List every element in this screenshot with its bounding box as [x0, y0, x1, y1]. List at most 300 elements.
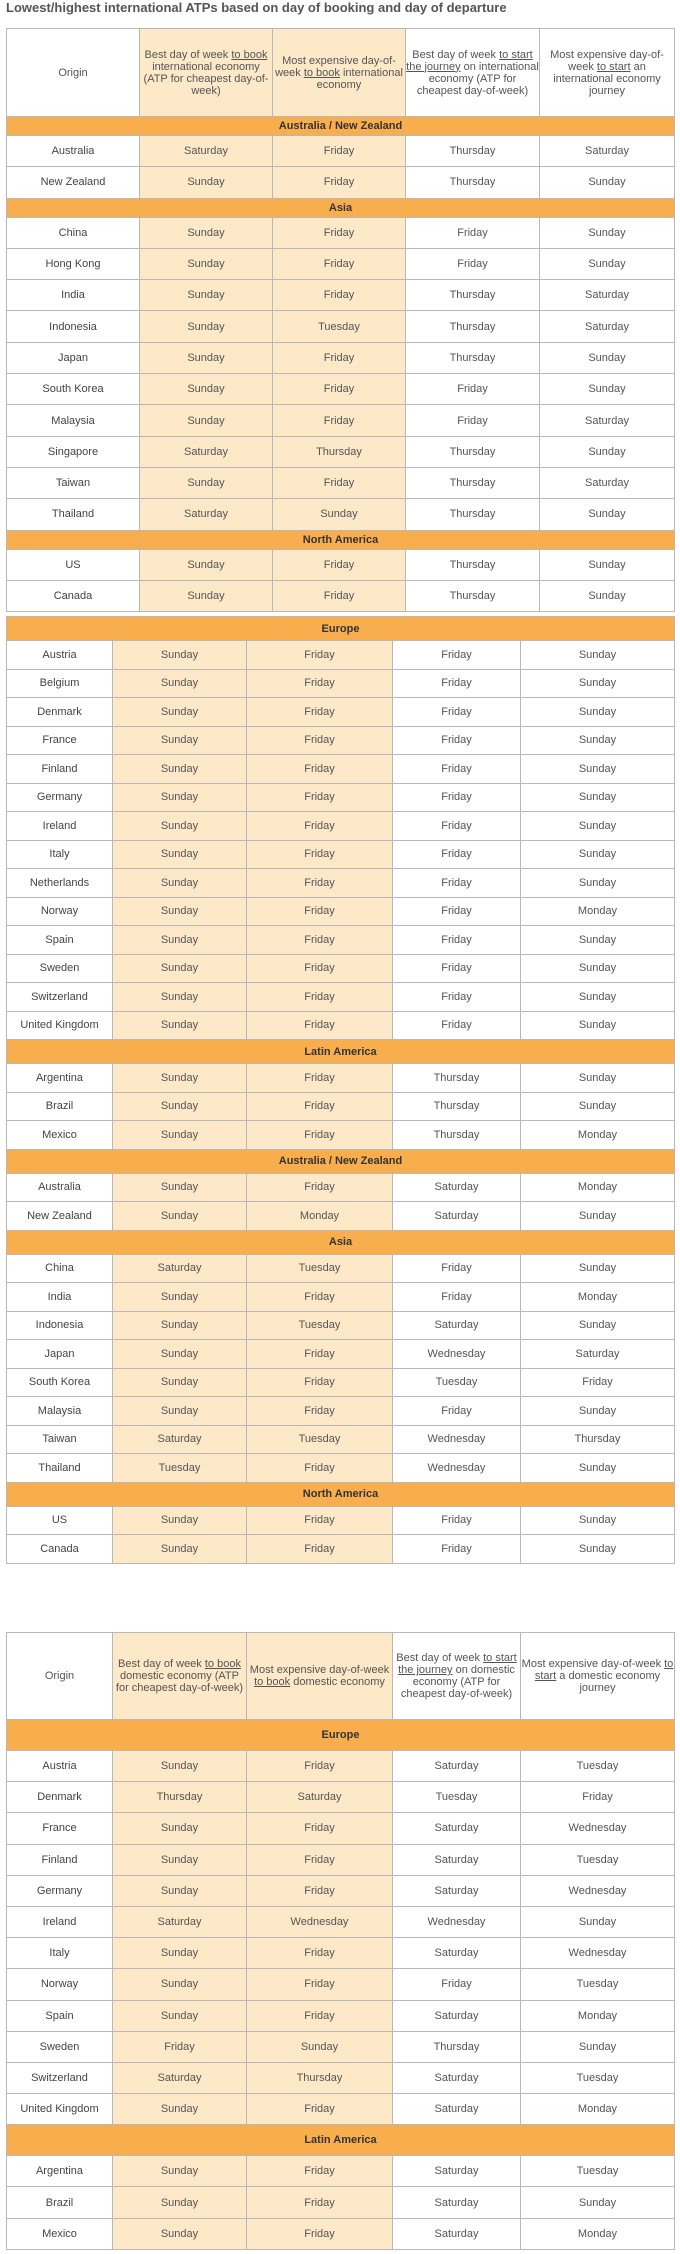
best-book-day-cell: Saturday [113, 2062, 247, 2093]
expensive-book-day-cell: Friday [247, 1844, 393, 1875]
origin-cell: Spain [7, 926, 113, 955]
table-row [7, 1064, 675, 1093]
expensive-book-day-cell: Friday [247, 2000, 393, 2031]
expensive-book-day-cell: Friday [247, 1173, 393, 1202]
origin-cell: US [7, 549, 140, 580]
origin-cell: Japan [7, 1340, 113, 1369]
origin-cell: Canada [7, 580, 140, 611]
best-book-day-cell: Sunday [113, 783, 247, 812]
best-book-day-cell: Sunday [113, 1875, 247, 1906]
best-start-day-cell: Saturday [393, 1875, 521, 1906]
region-label: Europe [7, 1720, 675, 1751]
best-book-day-cell: Sunday [140, 467, 273, 498]
table-row [7, 248, 675, 279]
table-row [7, 167, 675, 198]
table-row [7, 954, 675, 983]
origin-cell: Argentina [7, 2156, 113, 2187]
expensive-book-day-cell: Tuesday [247, 1254, 393, 1283]
best-start-day-cell: Friday [393, 669, 521, 698]
region-header-row [7, 1230, 675, 1254]
expensive-book-day-cell: Friday [247, 1535, 393, 1564]
expensive-book-day-cell: Friday [247, 1454, 393, 1483]
expensive-start-day-cell: Thursday [521, 1425, 675, 1454]
table-row [7, 1751, 675, 1782]
table-row [7, 1535, 675, 1564]
origin-cell: Brazil [7, 1092, 113, 1121]
best-book-day-cell: Saturday [113, 1254, 247, 1283]
best-start-day-cell: Saturday [393, 1751, 521, 1782]
best-book-day-cell: Sunday [113, 2187, 247, 2218]
region-header-row [7, 1149, 675, 1173]
best-start-day-cell: Friday [393, 812, 521, 841]
table-row [7, 812, 675, 841]
page-title: Lowest/highest international ATPs based on day of booking and day of departure [6, 0, 507, 15]
best-book-day-cell: Sunday [113, 1011, 247, 1040]
best-start-day-cell: Thursday [406, 436, 540, 467]
region-label: Australia / New Zealand [7, 117, 675, 136]
best-start-day-cell: Thursday [406, 549, 540, 580]
best-start-day-cell: Tuesday [393, 1782, 521, 1813]
expensive-start-day-cell: Tuesday [521, 1969, 675, 2000]
table-row [7, 1813, 675, 1844]
best-book-day-cell: Sunday [113, 1844, 247, 1875]
expensive-start-day-cell: Sunday [521, 869, 675, 898]
best-start-day-cell: Saturday [393, 1202, 521, 1231]
expensive-book-day-cell: Tuesday [247, 1311, 393, 1340]
expensive-start-day-cell: Sunday [540, 374, 675, 405]
expensive-start-day-cell: Sunday [521, 641, 675, 670]
best-start-day-cell: Thursday [406, 167, 540, 198]
best-start-day-cell: Saturday [393, 2156, 521, 2187]
expensive-start-day-cell: Sunday [521, 726, 675, 755]
expensive-start-day-cell: Sunday [521, 1011, 675, 1040]
table-row [7, 783, 675, 812]
expensive-book-day-cell: Friday [247, 783, 393, 812]
origin-cell: Australia [7, 136, 140, 167]
best-start-day-cell: Friday [393, 869, 521, 898]
best-start-day-cell: Friday [393, 1283, 521, 1312]
table-row [7, 1938, 675, 1969]
region-header-row [7, 617, 675, 641]
origin-cell: Finland [7, 755, 113, 784]
origin-cell: Canada [7, 1535, 113, 1564]
best-book-day-cell: Sunday [113, 1202, 247, 1231]
origin-cell: Taiwan [7, 1425, 113, 1454]
best-book-day-cell: Sunday [113, 1506, 247, 1535]
origin-cell: China [7, 1254, 113, 1283]
table-row [7, 1425, 675, 1454]
origin-header: Origin [7, 29, 140, 117]
expensive-book-day-cell: Friday [273, 580, 406, 611]
expensive-book-day-cell: Friday [273, 217, 406, 248]
expensive-start-day-cell: Friday [521, 1368, 675, 1397]
table-row [7, 467, 675, 498]
expensive-start-day-cell: Sunday [521, 1535, 675, 1564]
best-book-day-cell: Sunday [113, 983, 247, 1012]
best-start-day-cell: Thursday [406, 467, 540, 498]
best-start-day-cell: Friday [393, 983, 521, 1012]
best-book-day-cell: Saturday [113, 1906, 247, 1937]
best-start-day-cell: Saturday [393, 1938, 521, 1969]
origin-cell: Denmark [7, 698, 113, 727]
origin-cell: Hong Kong [7, 248, 140, 279]
origin-cell: Switzerland [7, 2062, 113, 2093]
best-start-day-cell: Friday [393, 641, 521, 670]
region-label: North America [7, 530, 675, 549]
best-book-day-cell: Sunday [140, 311, 273, 342]
expensive-book-day-cell: Friday [247, 840, 393, 869]
expensive-book-day-cell: Friday [247, 1813, 393, 1844]
origin-cell: Mexico [7, 2218, 113, 2249]
expensive-start-day-cell: Sunday [540, 436, 675, 467]
expensive-book-day-cell: Thursday [273, 436, 406, 467]
table-row [7, 1173, 675, 1202]
expensive-book-day-cell: Saturday [247, 1782, 393, 1813]
region-label: Asia [7, 198, 675, 217]
best-start-day-cell: Friday [393, 1969, 521, 2000]
best-book-day-cell: Sunday [113, 2156, 247, 2187]
table-row [7, 436, 675, 467]
best-book-day-cell: Sunday [140, 217, 273, 248]
best-book-day-cell: Sunday [113, 1751, 247, 1782]
expensive-book-day-cell: Thursday [247, 2062, 393, 2093]
region-label: North America [7, 1482, 675, 1506]
table-row [7, 869, 675, 898]
region-header-row [7, 1040, 675, 1064]
origin-cell: India [7, 280, 140, 311]
best-book-day-cell: Sunday [113, 897, 247, 926]
expensive-book-day-cell: Friday [247, 1092, 393, 1121]
expensive-start-day-cell: Wednesday [521, 1813, 675, 1844]
best-book-day-cell: Saturday [140, 436, 273, 467]
expensive-start-day-cell: Monday [521, 2218, 675, 2249]
expensive-start-day-cell: Sunday [540, 217, 675, 248]
best-book-day-cell: Sunday [113, 1397, 247, 1426]
expensive-book-day-cell: Friday [247, 926, 393, 955]
best-book-day-cell: Sunday [113, 1368, 247, 1397]
origin-cell: France [7, 1813, 113, 1844]
table-row [7, 669, 675, 698]
table-row [7, 1844, 675, 1875]
table-row [7, 405, 675, 436]
table-row [7, 926, 675, 955]
region-header-row [7, 2125, 675, 2156]
origin-cell: Mexico [7, 1121, 113, 1150]
origin-cell: New Zealand [7, 167, 140, 198]
best-start-day-cell: Wednesday [393, 1425, 521, 1454]
table-row [7, 1397, 675, 1426]
expensive-start-day-cell: Monday [521, 897, 675, 926]
best-book-day-cell: Sunday [113, 1813, 247, 1844]
best-start-day-cell: Saturday [393, 2062, 521, 2093]
expensive-start-day-cell: Sunday [521, 1397, 675, 1426]
region-header-row [7, 530, 675, 549]
expensive-start-day-cell: Monday [521, 2094, 675, 2125]
region-label: Latin America [7, 1040, 675, 1064]
origin-cell: South Korea [7, 374, 140, 405]
origin-cell: Argentina [7, 1064, 113, 1093]
expensive-book-day-cell: Friday [247, 1969, 393, 2000]
best-book-day-cell: Saturday [140, 136, 273, 167]
origin-cell: Denmark [7, 1782, 113, 1813]
origin-cell: Malaysia [7, 1397, 113, 1426]
expensive-start-day-cell: Sunday [521, 755, 675, 784]
expensive-start-day-cell: Sunday [521, 669, 675, 698]
origin-cell: Thailand [7, 1454, 113, 1483]
table-row [7, 311, 675, 342]
expensive-book-day-cell: Tuesday [273, 311, 406, 342]
expensive-book-day-cell: Friday [247, 983, 393, 1012]
origin-cell: United Kingdom [7, 1011, 113, 1040]
best-start-day-cell: Friday [393, 926, 521, 955]
expensive-book-day-cell: Friday [273, 549, 406, 580]
expensive-start-day-cell: Sunday [521, 1064, 675, 1093]
best-book-day-cell: Sunday [113, 1092, 247, 1121]
best-start-day-cell: Friday [393, 1397, 521, 1426]
expensive-book-day-cell: Friday [247, 1506, 393, 1535]
best-start-day-cell: Friday [393, 1011, 521, 1040]
table-row [7, 136, 675, 167]
origin-cell: Indonesia [7, 311, 140, 342]
expensive-book-day-cell: Friday [247, 812, 393, 841]
expensive-book-day-cell: Friday [247, 1283, 393, 1312]
best-book-day-cell: Sunday [113, 2000, 247, 2031]
best-start-day-cell: Saturday [393, 1813, 521, 1844]
expensive-start-day-cell: Sunday [521, 1092, 675, 1121]
best-start-day-cell: Friday [393, 783, 521, 812]
most-expensive-day-to-start-header: Most expensive day-of-week to start an international economy journey [540, 29, 675, 117]
table-row [7, 726, 675, 755]
best-book-day-cell: Sunday [113, 1340, 247, 1369]
best-start-day-cell: Thursday [406, 136, 540, 167]
best-book-day-cell: Sunday [113, 669, 247, 698]
best-day-to-book-header: Best day of week to book domestic economy (ATP for cheapest day-of-week) [113, 1633, 247, 1720]
best-book-day-cell: Thursday [113, 1782, 247, 1813]
table-row [7, 1969, 675, 2000]
best-start-day-cell: Saturday [393, 2187, 521, 2218]
best-start-day-cell: Thursday [393, 1092, 521, 1121]
table-row [7, 1340, 675, 1369]
best-book-day-cell: Saturday [113, 1425, 247, 1454]
origin-cell: Germany [7, 783, 113, 812]
expensive-book-day-cell: Friday [273, 167, 406, 198]
table-row [7, 1092, 675, 1121]
best-start-day-cell: Wednesday [393, 1906, 521, 1937]
best-start-day-cell: Thursday [393, 2031, 521, 2062]
expensive-book-day-cell: Friday [247, 1875, 393, 1906]
origin-cell: China [7, 217, 140, 248]
expensive-start-day-cell: Sunday [521, 1311, 675, 1340]
origin-cell: Indonesia [7, 1311, 113, 1340]
expensive-start-day-cell: Wednesday [521, 1875, 675, 1906]
best-book-day-cell: Sunday [140, 342, 273, 373]
best-start-day-cell: Friday [393, 698, 521, 727]
best-book-day-cell: Sunday [140, 167, 273, 198]
expensive-start-day-cell: Friday [521, 1782, 675, 1813]
origin-cell: Japan [7, 342, 140, 373]
table-row [7, 217, 675, 248]
expensive-book-day-cell: Friday [247, 1340, 393, 1369]
best-start-day-cell: Saturday [393, 1311, 521, 1340]
origin-cell: Switzerland [7, 983, 113, 1012]
table-row [7, 1875, 675, 1906]
best-start-day-cell: Saturday [393, 1173, 521, 1202]
best-book-day-cell: Friday [113, 2031, 247, 2062]
expensive-start-day-cell: Saturday [540, 405, 675, 436]
expensive-book-day-cell: Friday [247, 698, 393, 727]
expensive-book-day-cell: Friday [247, 755, 393, 784]
expensive-book-day-cell: Sunday [247, 2031, 393, 2062]
expensive-start-day-cell: Tuesday [521, 1844, 675, 1875]
origin-cell: Malaysia [7, 405, 140, 436]
origin-cell: Australia [7, 1173, 113, 1202]
expensive-book-day-cell: Friday [273, 467, 406, 498]
table-row [7, 1202, 675, 1231]
table-row [7, 840, 675, 869]
origin-cell: Sweden [7, 2031, 113, 2062]
origin-cell: Austria [7, 1751, 113, 1782]
best-day-to-book-header: Best day of week to book international economy (ATP for cheapest day-of-week) [140, 29, 273, 117]
best-book-day-cell: Sunday [140, 580, 273, 611]
origin-cell: New Zealand [7, 1202, 113, 1231]
best-book-day-cell: Sunday [113, 926, 247, 955]
best-book-day-cell: Tuesday [113, 1454, 247, 1483]
best-start-day-cell: Thursday [406, 280, 540, 311]
table-row [7, 755, 675, 784]
expensive-book-day-cell: Friday [247, 1121, 393, 1150]
origin-cell: Ireland [7, 812, 113, 841]
best-day-to-start-header: Best day of week to start the journey on international economy (ATP for cheapest day-of-week) [406, 29, 540, 117]
best-start-day-cell: Tuesday [393, 1368, 521, 1397]
best-start-day-cell: Friday [393, 840, 521, 869]
expensive-start-day-cell: Sunday [521, 698, 675, 727]
table-row [7, 1506, 675, 1535]
origin-cell: South Korea [7, 1368, 113, 1397]
header-row [7, 29, 675, 117]
expensive-book-day-cell: Friday [273, 374, 406, 405]
best-start-day-cell: Saturday [393, 2000, 521, 2031]
best-start-day-cell: Saturday [393, 2218, 521, 2249]
expensive-book-day-cell: Friday [273, 248, 406, 279]
table-row [7, 641, 675, 670]
best-book-day-cell: Sunday [113, 755, 247, 784]
best-start-day-cell: Thursday [393, 1121, 521, 1150]
origin-cell: Norway [7, 897, 113, 926]
expensive-start-day-cell: Sunday [540, 549, 675, 580]
best-start-day-cell: Friday [406, 217, 540, 248]
best-start-day-cell: Friday [393, 1535, 521, 1564]
table-row [7, 2062, 675, 2093]
best-start-day-cell: Thursday [393, 1064, 521, 1093]
expensive-start-day-cell: Monday [521, 2000, 675, 2031]
expensive-book-day-cell: Friday [273, 136, 406, 167]
best-book-day-cell: Sunday [113, 641, 247, 670]
expensive-book-day-cell: Friday [247, 2094, 393, 2125]
best-book-day-cell: Sunday [140, 280, 273, 311]
best-start-day-cell: Friday [393, 954, 521, 983]
table-row [7, 342, 675, 373]
best-book-day-cell: Sunday [113, 869, 247, 898]
expensive-book-day-cell: Friday [247, 1751, 393, 1782]
most-expensive-day-to-book-header: Most expensive day-of-week to book domestic economy [247, 1633, 393, 1720]
table-row [7, 580, 675, 611]
best-start-day-cell: Saturday [393, 1844, 521, 1875]
expensive-start-day-cell: Sunday [521, 2187, 675, 2218]
table-row [7, 1011, 675, 1040]
table-row [7, 897, 675, 926]
expensive-start-day-cell: Sunday [540, 580, 675, 611]
best-start-day-cell: Wednesday [393, 1454, 521, 1483]
best-book-day-cell: Sunday [113, 2094, 247, 2125]
expensive-start-day-cell: Sunday [521, 1906, 675, 1937]
region-header-row [7, 1720, 675, 1751]
region-header-row [7, 1482, 675, 1506]
expensive-book-day-cell: Friday [247, 641, 393, 670]
expensive-start-day-cell: Sunday [540, 248, 675, 279]
expensive-start-day-cell: Saturday [540, 280, 675, 311]
best-book-day-cell: Sunday [113, 1535, 247, 1564]
origin-cell: Norway [7, 1969, 113, 2000]
origin-cell: India [7, 1283, 113, 1312]
table-row [7, 2094, 675, 2125]
expensive-start-day-cell: Sunday [521, 783, 675, 812]
expensive-start-day-cell: Sunday [521, 812, 675, 841]
table-row [7, 549, 675, 580]
expensive-book-day-cell: Friday [247, 1011, 393, 1040]
expensive-start-day-cell: Sunday [521, 1254, 675, 1283]
expensive-book-day-cell: Monday [247, 1202, 393, 1231]
best-start-day-cell: Thursday [406, 499, 540, 530]
expensive-start-day-cell: Sunday [521, 1202, 675, 1231]
origin-cell: Belgium [7, 669, 113, 698]
expensive-book-day-cell: Friday [247, 1064, 393, 1093]
table-row [7, 1454, 675, 1483]
expensive-start-day-cell: Sunday [521, 926, 675, 955]
best-start-day-cell: Friday [393, 897, 521, 926]
origin-cell: Sweden [7, 954, 113, 983]
expensive-book-day-cell: Friday [247, 1938, 393, 1969]
best-start-day-cell: Friday [406, 374, 540, 405]
best-book-day-cell: Sunday [113, 1064, 247, 1093]
origin-cell: Ireland [7, 1906, 113, 1937]
best-start-day-cell: Thursday [406, 580, 540, 611]
expensive-book-day-cell: Friday [247, 2218, 393, 2249]
table-row [7, 983, 675, 1012]
best-book-day-cell: Sunday [113, 1173, 247, 1202]
best-day-to-start-header: Best day of week to start the journey on domestic economy (ATP for cheapest day-of-week) [393, 1633, 521, 1720]
table-row [7, 1121, 675, 1150]
expensive-book-day-cell: Friday [247, 2187, 393, 2218]
domestic-booking-table [6, 1632, 675, 2250]
best-book-day-cell: Sunday [113, 1969, 247, 2000]
best-start-day-cell: Friday [406, 405, 540, 436]
best-book-day-cell: Sunday [113, 840, 247, 869]
origin-cell: Italy [7, 1938, 113, 1969]
region-header-row [7, 117, 675, 136]
origin-cell: Finland [7, 1844, 113, 1875]
expensive-start-day-cell: Monday [521, 1283, 675, 1312]
table-row [7, 2187, 675, 2218]
expensive-start-day-cell: Saturday [540, 136, 675, 167]
best-book-day-cell: Saturday [140, 499, 273, 530]
origin-cell: Brazil [7, 2187, 113, 2218]
expensive-book-day-cell: Friday [247, 1368, 393, 1397]
best-start-day-cell: Friday [393, 1506, 521, 1535]
best-book-day-cell: Sunday [140, 374, 273, 405]
header-row [7, 1633, 675, 1720]
expensive-book-day-cell: Friday [247, 897, 393, 926]
table-row [7, 1906, 675, 1937]
